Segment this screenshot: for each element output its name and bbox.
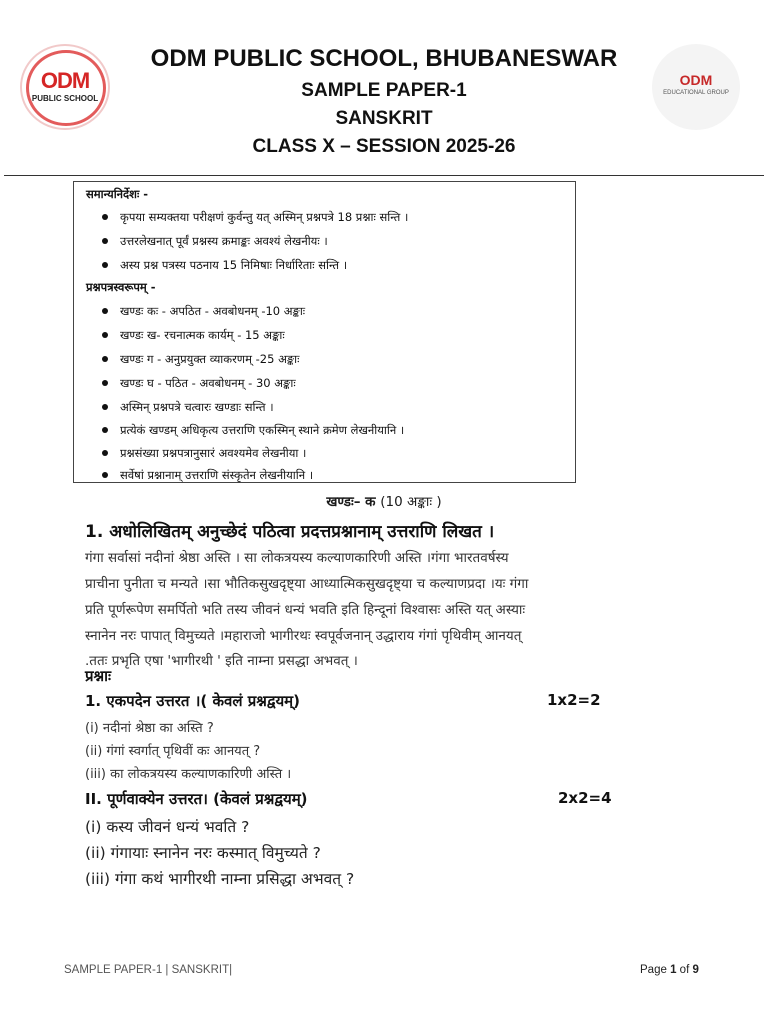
passage-line: .ततः प्रभृति एषा 'भागीरथी ' इति नाम्ना प्रसद्धा अभवत् । (85, 653, 358, 669)
instructions-box (73, 181, 576, 483)
list-item: खण्डः घ - पठित - अवबोधनम् - 30 अङ्काः (102, 376, 296, 391)
list-item: उत्तरलेखनात् पूर्वं प्रश्नस्य क्रमाङ्कः अवश्यं लेखनीयः । (102, 234, 328, 249)
logo-left-subtext: PUBLIC SCHOOL (31, 94, 99, 103)
list-item: कृपया सम्यक्तया परीक्षणं कुर्वन्तु यत् अस्मिन् प्रश्नपत्रे 18 प्रश्नाः सन्ति । (102, 210, 408, 225)
list-item: प्रश्नसंख्या प्रश्नपत्रानुसारं अवश्यमेव लेखनीया । (102, 446, 306, 461)
bullet-icon (102, 262, 108, 268)
part1-heading: 1. एकपदेन उत्तरत ।( केवलं प्रश्नद्वयम्) (85, 692, 301, 710)
passage-line: प्राचीना पुनीता च मन्यते ।सा भौतिकसुखदृष्ट्या आध्यात्मिकसुखदृष्ट्या च कल्याणप्रदा ।यः गंगा (85, 576, 529, 592)
paper-title: SAMPLE PAPER-1 (301, 80, 467, 101)
part2-marks: 2x2=4 (558, 789, 612, 807)
paper-format-heading: प्रश्नपत्रस्वरूपम् - (86, 280, 156, 294)
bullet-icon (102, 214, 108, 220)
subject-title: SANSKRIT (335, 108, 433, 129)
question-item: (ii) गंगां स्वर्गात् पृथिवीं कः आनयत् ? (85, 744, 261, 759)
header-divider (4, 175, 764, 176)
passage-line: प्रति पूर्णरूपेण समर्पितो भति तस्य जीवनं धन्यं भवति इति हिन्दूनां विश्वासः अस्ति यत् अस्याः (85, 602, 526, 618)
list-item: अस्य प्रश्न पत्रस्य पठनाय 15 निमिषाः निर्धारिताः सन्ति । (102, 258, 347, 273)
bullet-icon (102, 332, 108, 338)
section-label: खण्डः– क (326, 494, 376, 510)
part1-marks: 1x2=2 (547, 691, 601, 709)
bullet-icon (102, 238, 108, 244)
logo-right-text: ODM (679, 72, 713, 88)
bullet-icon (102, 450, 108, 456)
passage-line: स्नानेन नरः पापात् विमुच्यते ।महाराजो भागीरथः स्वपूर्वजनान् उद्धाराय गंगां पृथिवीम् आनयत् (85, 628, 522, 644)
class-session: CLASS X – SESSION 2025-26 (252, 136, 516, 157)
general-instructions-heading: समान्यनिर्देशः - (86, 187, 149, 201)
bullet-icon (102, 404, 108, 410)
list-item: खण्डः कः - अपठित - अवबोधनम् -10 अङ्काः (102, 304, 305, 319)
part2-heading: II. पूर्णवाक्येन उत्तरत। (केवलं प्रश्नद्वयम्) (85, 790, 308, 808)
question-item: (i) नदीनां श्रेष्ठा का अस्ति ? (85, 721, 214, 736)
bullet-icon (102, 356, 108, 362)
list-item: खण्डः ख- रचनात्मक कार्यम् - 15 अङ्काः (102, 328, 285, 343)
page-number: Page 1 of 9 (640, 964, 699, 976)
logo-left-text: ODM (40, 68, 90, 93)
school-name: ODM PUBLIC SCHOOL, BHUBANESWAR (150, 45, 618, 72)
question-item: (iii) गंगा कथं भागीरथी नाम्ना प्रसिद्धा अभवत् ? (85, 870, 355, 888)
logo-right-subtext: EDUCATIONAL GROUP (663, 90, 729, 96)
list-item: प्रत्येकं खण्डम् अधिकृत्य उत्तराणि एकस्मिन् स्थाने क्रमेण लेखनीयानि । (102, 423, 404, 438)
list-item: सर्वेषां प्रश्नानाम् उत्तराणि संस्कृतेन लेखनीयानि । (102, 468, 313, 483)
odm-educational-group-logo (652, 44, 740, 130)
bullet-icon (102, 427, 108, 433)
section-marks: (10 अङ्काः ) (380, 494, 442, 510)
questions-label: प्रश्नाः (85, 667, 112, 685)
question-item: (iii) का लोकत्रयस्य कल्याणकारिणी अस्ति । (85, 767, 292, 782)
list-item: अस्मिन् प्रश्नपत्रे चत्वारः खण्डाः सन्ति । (102, 400, 274, 415)
page-header (0, 0, 768, 176)
question-item: (ii) गंगायाः स्नानेन नरः कस्मात् विमुच्यते ? (85, 844, 321, 862)
footer-title: SAMPLE PAPER-1 | SANSKRIT| (64, 964, 233, 976)
bullet-icon (102, 380, 108, 386)
list-item: खण्डः ग - अनुप्रयुक्त व्याकरणम् -25 अङ्काः (102, 352, 299, 367)
section-heading (0, 492, 768, 510)
bullet-icon (102, 308, 108, 314)
question-title: 1. अधोलिखितम् अनुच्छेदं पठित्वा प्रदत्तप्रश्नानाम् उत्तराणि लिखत । (85, 522, 495, 542)
question-item: (i) कस्य जीवनं धन्यं भवति ? (85, 818, 250, 836)
passage-line: गंगा सर्वासां नदीनां श्रेष्ठा अस्ति । सा लोकत्रयस्य कल्याणकारिणी अस्ति ।गंगा भारतवर्षस्य (85, 550, 509, 566)
bullet-icon (102, 472, 108, 478)
